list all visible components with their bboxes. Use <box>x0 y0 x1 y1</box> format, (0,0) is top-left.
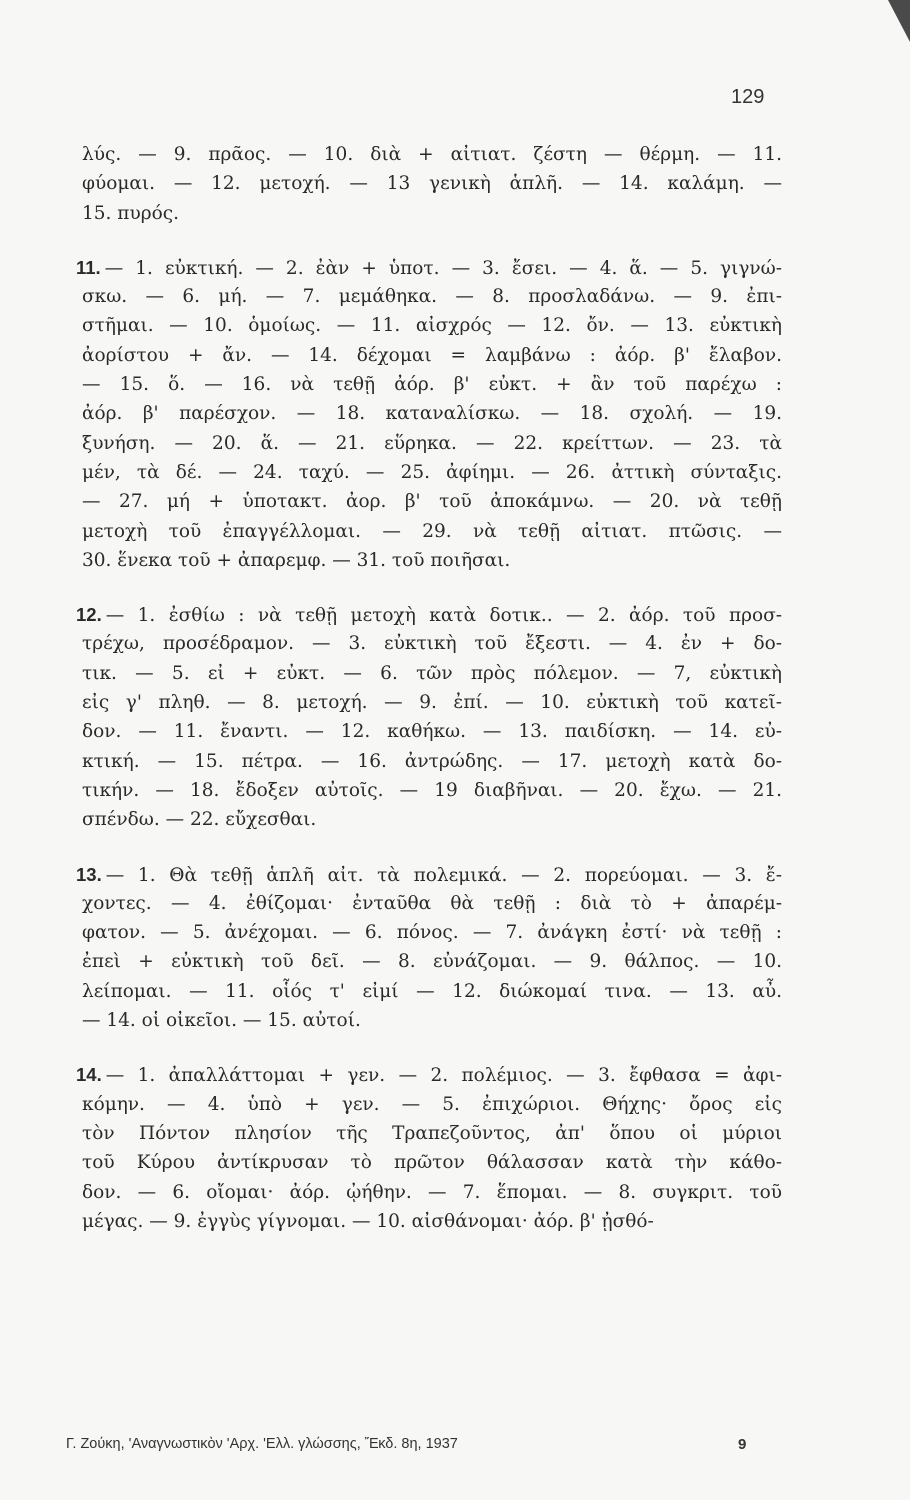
text-line: δον. — 6. οἴομαι· ἀόρ. ᾠήθην. — 7. ἕπομαι. — 8. συγκριτ. τοῦ <box>82 1181 782 1203</box>
text-line: — 27. μή + ὑποτακτ. ἀορ. β' τοῦ ἀποκάμνω. — 20. νὰ τεθῇ <box>82 491 782 513</box>
answer-section <box>76 253 782 575</box>
text-line: ἀόρ. β' παρέσχον. — 18. καταναλίσκω. — 18. σχολή. — 19. <box>82 403 782 425</box>
line-text: — 1. εὐκτική. — 2. ἐὰν + ὑποτ. — 3. ἔσει. — 4. ἅ. — 5. γιγνώ- <box>104 257 782 279</box>
text-line: ἀορίστου + ἄν. — 14. δέχομαι = λαμβάνω : ἀόρ. β' ἔλαβον. <box>82 344 782 366</box>
text-line: φατον. — 5. ἀνέχομαι. — 6. πόνος. — 7. ἀνάγκη ἐστί· νὰ τεθῇ : <box>82 922 782 944</box>
text-line: δον. — 11. ἔναντι. — 12. καθήκω. — 13. παιδίσκη. — 14. εὐ- <box>82 721 782 743</box>
page-number: 129 <box>731 86 765 108</box>
section-number: 12. <box>76 604 102 626</box>
text-line: τικ. — 5. εἰ + εὐκτ. — 6. τῶν πρὸς πόλεμον. — 7, εὐκτικὴ <box>82 662 782 684</box>
text-line <box>76 860 782 889</box>
section-number: 13. <box>76 863 102 885</box>
text-line: λύς. — 9. πρᾶος. — 10. διὰ + αἰτιατ. ζέστη — θέρμη. — 11. <box>82 144 782 165</box>
text-line: — 14. οἱ οἰκεῖοι. — 15. αὐτοί. <box>82 1010 361 1032</box>
section-number: 11. <box>76 256 101 278</box>
text-line: τοῦ Κύρου ἀντίκρυσαν τὸ πρῶτον θάλασσαν κατὰ τὴν κάθο- <box>82 1152 782 1174</box>
text-line: φύομαι. — 12. μετοχή. — 13 γενικὴ ἁπλῆ. — 14. καλάμη. — <box>82 173 782 195</box>
text-line <box>76 253 782 282</box>
text-line: μέγας. — 9. ἐγγὺς γίγνομαι. — 10. αἰσθάνομαι· ἀόρ. β' ᾐσθό- <box>82 1210 654 1232</box>
text-line: — 15. ὅ. — 16. νὰ τεθῇ ἀόρ. β' εὐκτ. + ἂν τοῦ παρέχω : <box>82 374 782 396</box>
answer-section <box>76 600 782 834</box>
line-text: — 1. ἐσθίω : νὰ τεθῇ μετοχὴ κατὰ δοτικ.. — 2. ἀόρ. τοῦ προσ- <box>105 605 782 627</box>
answer-section <box>76 860 782 1036</box>
text-line: τὸν Πόντον πλησίον τῆς Τραπεζοῦντος, ἀπ' ὅπου οἱ μύριοι <box>82 1122 782 1144</box>
text-line: χοντες. — 4. ἐθίζομαι· ἐνταῦθα θὰ τεθῇ : διὰ τὸ + ἀπαρέμ- <box>82 892 782 914</box>
text-line: σκω. — 6. μή. — 7. μεμάθηκα. — 8. προσλαδάνω. — 9. ἐπι- <box>82 286 782 308</box>
text-line: ἐπεὶ + εὐκτικὴ τοῦ δεῖ. — 8. εὐνάζομαι. — 9. θάλπος. — 10. <box>82 951 782 973</box>
text-line: 15. πυρός. <box>82 202 179 224</box>
text-line: τρέχω, προσέδραμον. — 3. εὐκτικὴ τοῦ ἔξεστι. — 4. ἐν + δο- <box>82 633 782 655</box>
line-text: — 1. ἀπαλλάττομαι + γεν. — 2. πολέμιος. — 3. ἔφθασα = ἀφι- <box>105 1065 782 1087</box>
text-line: εἰς γ' πληθ. — 8. μετοχή. — 9. ἐπί. — 10. εὐκτικὴ τοῦ κατεῖ- <box>82 692 782 714</box>
page-corner-shadow <box>888 0 910 42</box>
text-line: τικήν. — 18. ἔδοξεν αὐτοῖς. — 19 διαβῆναι. — 20. ἔχω. — 21. <box>82 779 782 801</box>
text-line: ξυνήση. — 20. ἅ. — 21. εὕρηκα. — 22. κρείττων. — 23. τὰ <box>82 432 782 454</box>
text-line: κτική. — 15. πέτρα. — 16. ἀντρώδης. — 17. μετοχὴ κατὰ δο- <box>82 750 782 772</box>
answer-key-text <box>76 140 782 1261</box>
section-number: 14. <box>76 1064 102 1086</box>
answer-section <box>76 1060 782 1236</box>
answer-section <box>82 140 782 228</box>
signature-mark: 9 <box>738 1436 747 1453</box>
text-line: σπένδω. — 22. εὔχεσθαι. <box>82 809 317 831</box>
text-line: στῆμαι. — 10. ὁμοίως. — 11. αἰσχρός — 12. ὄν. — 13. εὐκτικὴ <box>82 315 782 337</box>
text-line: μέν, τὰ δέ. — 24. ταχύ. — 25. ἀφίημι. — 26. ἀττικὴ σύνταξις. <box>82 461 782 483</box>
text-line: 30. ἕνεκα τοῦ + ἀπαρεμφ. — 31. τοῦ ποιῆσαι. <box>82 549 511 571</box>
text-line <box>76 600 782 629</box>
line-text: — 1. Θὰ τεθῇ ἁπλῆ αἰτ. τὰ πολεμικά. — 2. πορεύομαι. — 3. ἔ- <box>105 864 782 886</box>
text-line: μετοχὴ τοῦ ἐπαγγέλλομαι. — 29. νὰ τεθῇ αἰτιατ. πτῶσις. — <box>82 520 782 542</box>
footer-citation: Γ. Ζούκη, 'Αναγνωστικὸν 'Αρχ. 'Ελλ. γλώσσης, Ἔκδ. 8η, 1937 <box>66 1436 458 1452</box>
text-line: λείπομαι. — 11. οἷός τ' εἰμί — 12. διώκομαί τινα. — 13. αὖ. <box>82 980 782 1002</box>
text-line: κόμην. — 4. ὑπὸ + γεν. — 5. ἐπιχώριοι. Θήχης· ὄρος εἰς <box>82 1093 782 1115</box>
text-line <box>76 1060 782 1089</box>
